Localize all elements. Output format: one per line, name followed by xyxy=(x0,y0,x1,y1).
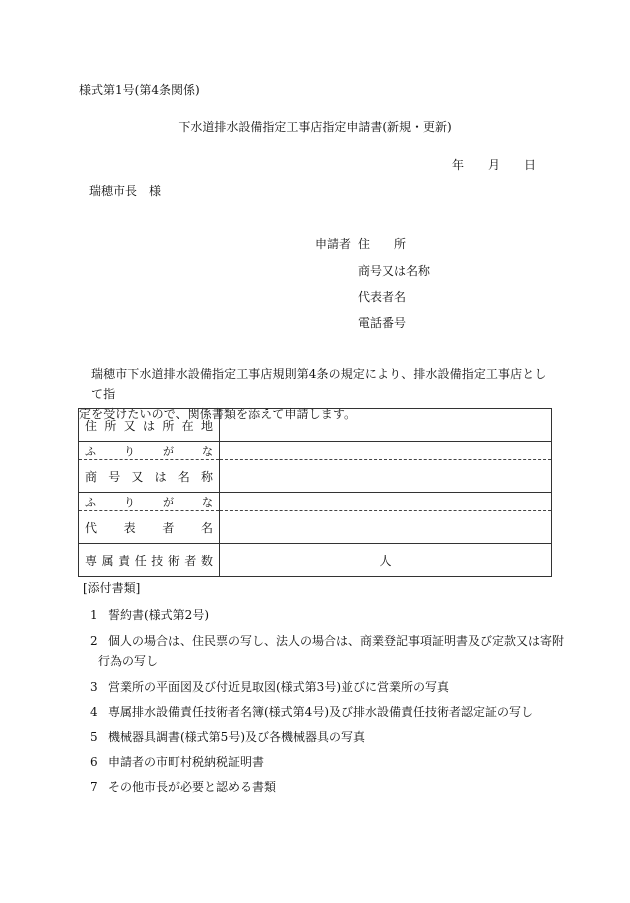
addressee: 瑞穂市長 様 xyxy=(89,184,162,198)
attachment-item: 4 専属排水設備責任技術者名簿(様式第4号)及び排水設備責任技術者認定証の写し xyxy=(90,705,534,719)
table-row xyxy=(79,409,552,442)
trade-name-furigana-label: ふりがな xyxy=(79,442,220,460)
attachment-item: 5 機械器具調書(様式第5号)及び各機械器具の写真 xyxy=(90,730,365,744)
table-row xyxy=(79,442,552,460)
applicant-info-table xyxy=(78,408,552,577)
engineers-count-label: 専属責任技術者数 xyxy=(79,544,220,577)
representative-furigana-label: ふりがな xyxy=(79,493,220,511)
representative-value[interactable] xyxy=(220,511,552,544)
document-title: 下水道排水設備指定工事店指定申請書(新規・更新) xyxy=(178,120,452,134)
attachment-item: 7 その他市長が必要と認める書類 xyxy=(90,780,277,794)
statement-line-2: 定を受けたいので、関係書類を添えて申請します。 xyxy=(79,407,357,421)
date-day: 日 xyxy=(524,158,537,172)
trade-name-value[interactable] xyxy=(220,460,552,493)
attachments-heading: [添付書類] xyxy=(83,581,141,595)
table-row xyxy=(79,511,552,544)
attachment-item: 2 個人の場合は、住民票の写し、法人の場合は、商業登記事項証明書及び定款又は寄附 xyxy=(90,634,565,648)
table-row xyxy=(79,460,552,493)
attachment-item: 1 誓約書(様式第2号) xyxy=(90,608,209,622)
address-label: 住所又は所在地 xyxy=(79,409,220,442)
engineers-unit: 人 xyxy=(379,553,392,568)
date-year: 年 xyxy=(452,158,465,172)
date-line xyxy=(452,156,536,173)
trade-name-label: 商号又は名称 xyxy=(79,460,220,493)
attachment-item: 3 営業所の平面図及び付近見取図(様式第3号)並びに営業所の写真 xyxy=(90,680,450,694)
trade-name-furigana-value[interactable] xyxy=(220,442,552,460)
attachment-item-continuation: 行為の写し xyxy=(98,654,159,668)
representative-furigana-value[interactable] xyxy=(220,493,552,511)
date-month: 月 xyxy=(488,158,501,172)
applicant-trade-name-label: 商号又は名称 xyxy=(358,264,431,278)
applicant-phone-label: 電話番号 xyxy=(358,316,407,330)
statement-line-1: 瑞穂市下水道排水設備指定工事店規則第4条の規定により、排水設備指定工事店として指 xyxy=(91,367,547,401)
representative-label: 代表者名 xyxy=(79,511,220,544)
applicant-label: 申請者 xyxy=(315,237,352,251)
attachment-item: 6 申請者の市町村税納税証明書 xyxy=(90,755,265,769)
address-value[interactable] xyxy=(220,409,552,442)
engineers-count-value[interactable] xyxy=(220,544,552,577)
applicant-address-label: 住 所 xyxy=(358,237,407,251)
table-row xyxy=(79,544,552,577)
applicant-representative-label: 代表者名 xyxy=(358,290,407,304)
table-row xyxy=(79,493,552,511)
form-number: 様式第1号(第4条関係) xyxy=(79,83,200,97)
